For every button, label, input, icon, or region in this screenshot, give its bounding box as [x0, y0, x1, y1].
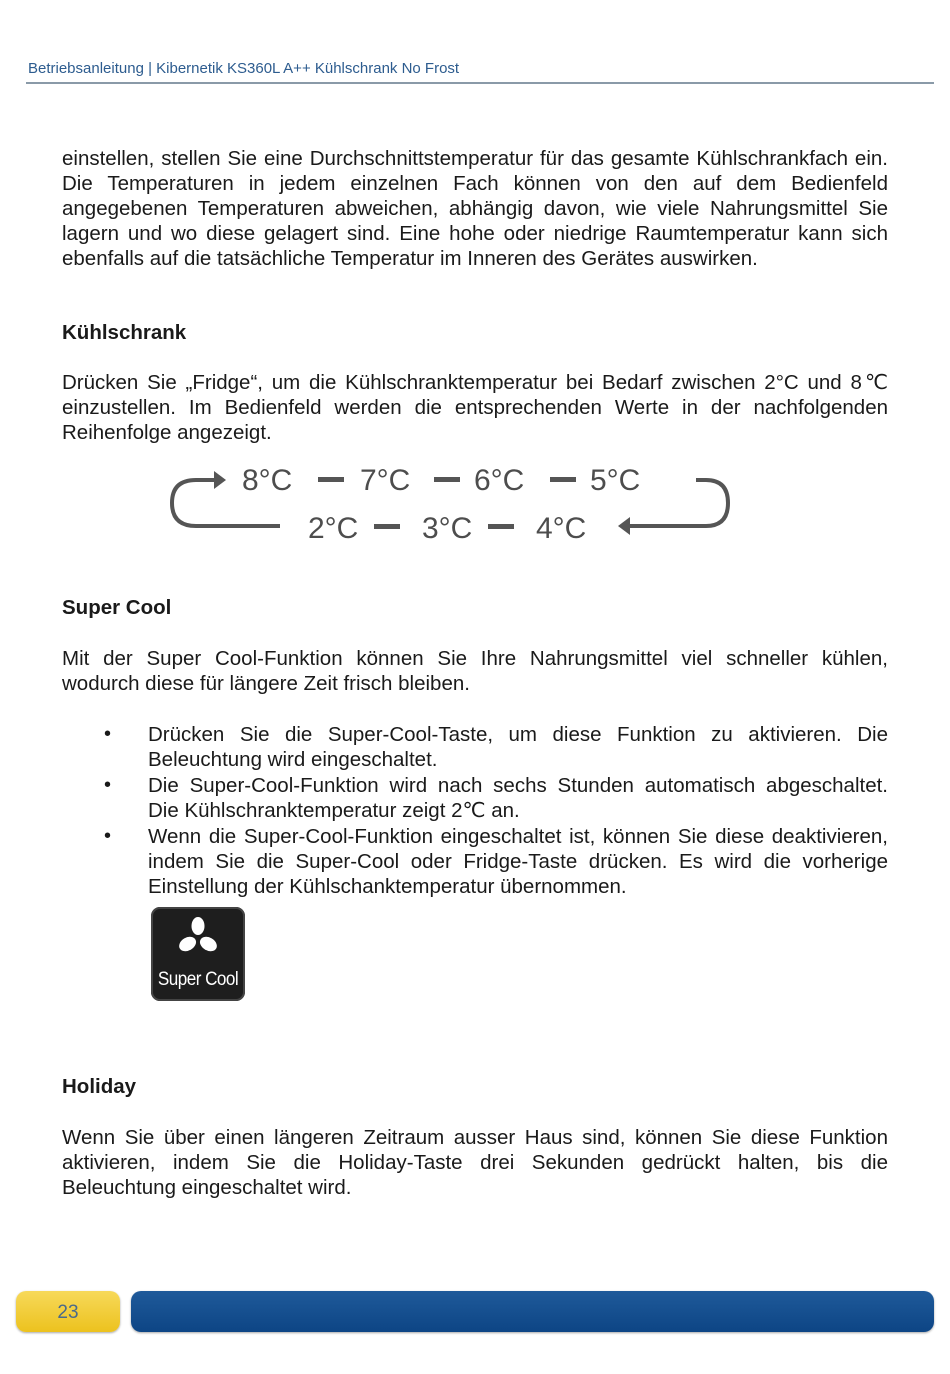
- dash: [488, 524, 514, 529]
- list-item: [62, 824, 888, 899]
- bullet-text: Drücken Sie die Super-Cool-Taste, um diese Funktion zu aktivieren. Die Beleuchtung wird eingeschaltet.: [148, 723, 888, 771]
- right-arrow-head: [618, 517, 630, 535]
- page-number: 23: [57, 1302, 79, 1323]
- page-number-tab: [16, 1291, 120, 1332]
- holiday-heading: Holiday: [62, 1075, 137, 1098]
- fridge-paragraph: Drücken Sie „Fridge“, um die Kühlschranktemperatur bei Bedarf zwischen 2°C und 8℃ einzustellen. Im Bedienfeld werden die entsprechenden Werte in der nachfolgenden Reihenfolge angezeigt.: [62, 371, 888, 444]
- super-cool-paragraph: Mit der Super Cool-Funktion können Sie Ihre Nahrungsmittel viel schneller kühlen, wodurch diese für längere Zeit frisch bleiben.: [62, 647, 888, 695]
- list-item: [62, 722, 888, 772]
- bullet-text: Wenn die Super-Cool-Funktion eingeschaltet ist, können Sie diese deaktivieren, indem Sie die Super-Cool oder Fridge-Taste drücken. Es wird die vorherige Einstellung der Kühlschanktemperatur übernommen.: [148, 825, 888, 898]
- super-cool-bullets: [62, 722, 888, 900]
- fridge-section: [62, 320, 888, 345]
- bullet-icon: •: [104, 723, 112, 745]
- intro-paragraph: einstellen, stellen Sie eine Durchschnittstemperatur für das gesamte Kühlschrankfach ein. Die Temperaturen in jedem einzelnen Fach können von den auf dem Bedienfeld angegebenen Temperaturen abweichen, abhängig davon, wie viele Nahrungsmittel Sie lagern und wo diese gelagert sind. Eine hohe oder niedrige Raumtemperatur kann sich ebenfalls auf die tatsächliche Temperatur im Inneren des Gerätes auswirken.: [62, 147, 888, 270]
- header-divider: [26, 82, 934, 84]
- temperature-sequence-diagram: [168, 456, 732, 556]
- dash: [318, 477, 344, 482]
- bullet-icon: •: [104, 825, 112, 847]
- fan-icon: [178, 917, 218, 957]
- holiday-paragraph: Wenn Sie über einen längeren Zeitraum ausser Haus sind, können Sie diese Funktion aktivieren, indem Sie die Holiday-Taste drei Sekunden gedrückt halten, bis die Beleuchtung eingeschaltet wird.: [62, 1126, 888, 1199]
- holiday-body: [62, 1125, 888, 1200]
- super-cool-button-label: Super Cool: [157, 969, 239, 990]
- bullet-list: [62, 722, 888, 899]
- seq-value: 7°C: [360, 464, 411, 497]
- bullet-icon: •: [104, 774, 112, 796]
- list-item: [62, 773, 888, 823]
- dash: [434, 477, 460, 482]
- super-cool-body: [62, 646, 888, 696]
- bullet-text: Die Super-Cool-Funktion wird nach sechs Stunden automatisch abgeschaltet. Die Kühlschranktemperatur zeigt 2℃ an.: [148, 774, 888, 822]
- seq-value: 4°C: [536, 512, 587, 545]
- running-header: Betriebsanleitung | Kibernetik KS360L A++ Kühlschrank No Frost: [28, 60, 460, 77]
- holiday-section: [62, 1074, 888, 1099]
- left-arrow-head: [214, 471, 226, 489]
- seq-value: 5°C: [590, 464, 641, 497]
- super-cool-heading: Super Cool: [62, 596, 172, 619]
- footer-bar: [131, 1291, 934, 1332]
- seq-value: 8°C: [242, 464, 293, 497]
- fridge-heading: Kühlschrank: [62, 321, 187, 344]
- super-cool-section: [62, 595, 888, 620]
- seq-value: 2°C: [308, 512, 359, 545]
- seq-value: 6°C: [474, 464, 525, 497]
- dash: [374, 524, 400, 529]
- super-cool-button-image: [151, 907, 245, 1001]
- dash: [550, 477, 576, 482]
- seq-value: 3°C: [422, 512, 473, 545]
- right-loop-line: [630, 480, 728, 526]
- fridge-body: [62, 370, 888, 445]
- intro-section: [62, 146, 888, 271]
